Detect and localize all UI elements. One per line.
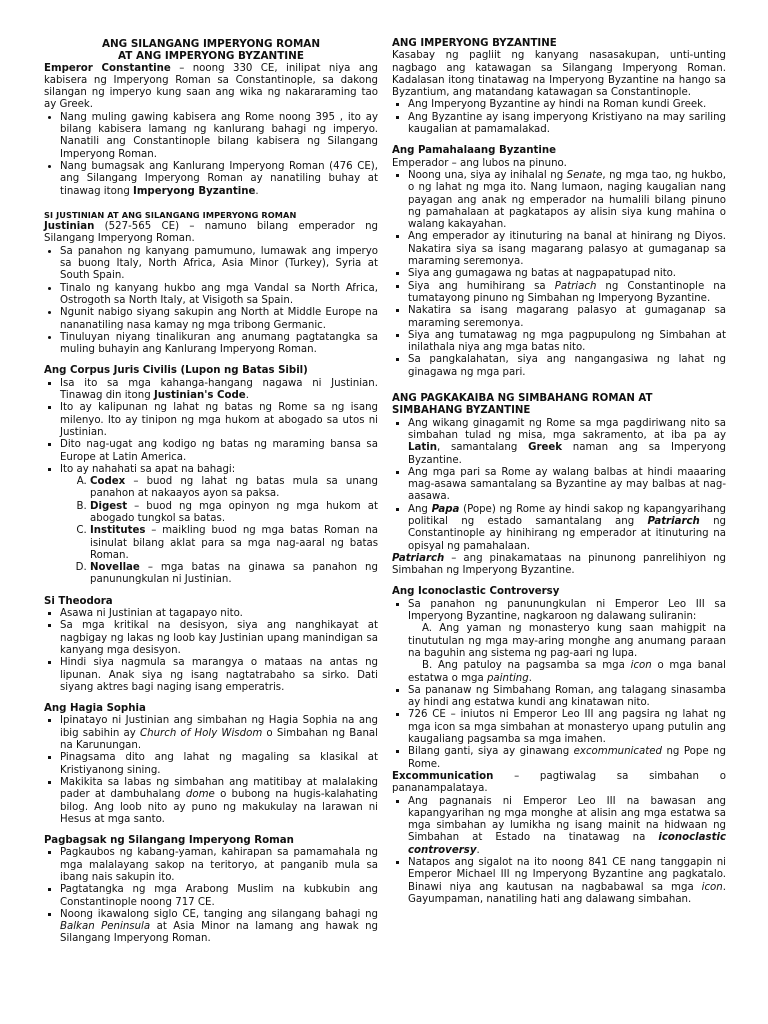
problem-a: A. Ang yaman ng monasteryo kung saan mahigpit na tinututulan ng mga may-aring monghe ang anumang paraan na baguhin ang sistema ng pag-aari ng lupa.	[408, 623, 726, 659]
justinian-heading: SI JUSTINIAN AT ANG SILANGANG IMPERYONG ROMAN	[44, 209, 297, 220]
list-item: ▪ Sa pangkalahatan, siya ang nangangasiwa ng lahat ng ginagawa ng mga pari.	[408, 354, 726, 379]
list-item-text: ng Constantinople ay hinihirang ng emperador at itinuturing na opisyal ng pamahalaan.	[408, 515, 726, 552]
list-item-text: . Gayumpaman, nanatiling hati ang dalawang simbahan.	[408, 881, 726, 905]
list-item	[408, 796, 726, 857]
government-intro: Emperador – ang lubos na pinuno.	[392, 157, 567, 169]
corpus-part	[90, 525, 378, 562]
problem-b-text: B. Ang patuloy na pagsamba sa mga	[422, 660, 631, 672]
list-item: ▪ Ang Imperyong Byzantine ay hindi na Roman kundi Greek.	[408, 99, 726, 111]
constantine-list	[44, 112, 378, 198]
list-item-text: o Simbahan ng Banal na Karunungan.	[60, 727, 378, 752]
list-item-text: Ipinatayo ni Justinian ang simbahan ng Hagia Sophia na ang ibig sabihin ay	[60, 715, 378, 739]
list-item	[60, 464, 378, 587]
list-item-text: Noong ikawalong siglo CE, tanging ang silangang bahagi ng	[60, 908, 378, 920]
list-item-text: Natapos ang sigalot na ito noong 841 CE nang tanggapin ni Emperor Michael III ng Imperyong Byzantine ang pagkatalo. Binawi niya ang kautusan na nagbabawal sa mga	[408, 857, 726, 893]
list-item-text: Ito ay nahahati sa apat na bahagi:	[60, 463, 236, 475]
list-item-text: Isa ito sa mga kahanga-hangang nagawa ni Justinian. Tinawag din itong	[60, 377, 378, 402]
list-item: ▪ Pagkaubos ng kabang-yaman, kahirapan sa pamamahala ng mga malalayang sakop na teritoryo, at panganib mula sa ibang nais sakupin ito.	[60, 847, 378, 884]
list-item: • Nang bumagsak ang Kanlurang Imperyong Roman (476 CE), ang Silangang Imperyong Roman ay nanatiling buhay at tinawag itong Imperyong Byzantine.	[60, 161, 378, 198]
list-item	[60, 777, 378, 826]
list-item-text: o bubong na hugis-kalahating bilog. Ang loob nito ay puno ng makukulay na larawan ni Hesus at mga santo.	[60, 789, 378, 825]
italic-term: Church of Holy Wisdom	[140, 727, 263, 739]
list-item: • Tinuluyan niyang tinalikuran ang anumang pagtatangka sa muling buhayin ang Kanlurang Imperyong Roman.	[60, 332, 378, 357]
part-term: Codex	[90, 476, 126, 488]
document-title	[44, 38, 378, 63]
justinian-paragraph	[44, 221, 378, 246]
justinian-code-term: Justinian's Code	[153, 390, 246, 402]
corpus-part	[90, 562, 378, 587]
part-text: – mga batas na ginawa sa panahon ng panunungkulan ni Justinian.	[90, 562, 378, 586]
italic-term: Balkan Peninsula	[60, 921, 151, 933]
patriarch-term: Patriarch	[647, 515, 700, 527]
list-item	[408, 170, 726, 231]
list-item-text: naman ang sa Imperyong Byzantine.	[408, 442, 727, 466]
difference-heading: ANG PAGKAKAIBA NG SIMBAHANG ROMAN AT SIMBAHANG BYZANTINE	[392, 393, 653, 417]
part-term: Institutes	[90, 525, 146, 537]
list-item-text: Sa panahon ng panunungkulan ni Emperor Leo III sa Imperyong Byzantine, nagkaroon ng dalawang suliranin:	[408, 598, 726, 623]
list-item-text: at Asia Minor na lamang ang hawak ng Silangang Imperyong Roman.	[60, 921, 378, 945]
papa-term: Papa	[431, 503, 460, 515]
list-item-text: Ang	[408, 503, 432, 515]
list-item: ▪ Pagtatangka ng mga Arabong Muslim na kubkubin ang Constantinople noong 717 CE.	[60, 884, 378, 909]
italic-term: excommunicated	[573, 746, 662, 758]
list-item: ▪ Siya ang gumagawa ng batas at nagpapatupad nito.	[408, 268, 726, 280]
difference-list	[392, 418, 726, 553]
controversy-term: iconoclastic controversy	[408, 832, 726, 856]
list-item-text: Siya ang humihirang sa	[408, 280, 555, 292]
list-item-end: .	[245, 390, 249, 402]
constantine-text: – noong 330 CE, inilipat niya ang kabisera ng Imperyong Roman sa Constantinople, sa dakong silangan ng imperyo kung saan ang wika ng nakararaming tao ay Greek.	[44, 62, 378, 111]
list-item: ▪ Ang emperador ay itinuturing na banal at hinirang ng Diyos. Nakatira siya sa isang magarang palasyo at gumaganap sa maraming seremonya.	[408, 231, 726, 268]
list-item: ▪ Ito ay kalipunan ng lahat ng batas ng Rome sa ng isang milenyo. Ito ay tinipon ng mga hukom at abogado sa utos ni Justinian.	[60, 402, 378, 439]
justinian-term: Justinian	[44, 221, 95, 233]
constantine-paragraph	[44, 63, 378, 112]
list-item-text: Ang wikang ginagamit ng Rome sa mga pagdiriwang nito sa simbahan tulad ng misa, mga sakramento, at iba pa ay	[408, 417, 726, 441]
list-item-text: Makikita sa labas ng simbahan ang matitibay at malalaking pader at dambuhalang	[60, 776, 378, 801]
list-item-text: ng Constantinople na tumatayong pinuno ng Simbahan ng Imperyong Byzantine.	[408, 280, 726, 304]
list-item: ▪ Hindi siya nagmula sa marangya o mataas na antas ng lipunan. Anak siya ng isang nagtatrabaho sa sirko. Dati siyang aktres bagi naging isang emperatris.	[60, 657, 378, 694]
excommunication-definition	[392, 771, 726, 796]
list-item: ▪ Siya ang tumatawag ng mga pagpupulong ng Simbahan at inilathala niya ang mga batas nito.	[408, 330, 726, 355]
part-text: – buod ng mga opinyon ng mga hukom at abogado tungkol sa batas.	[90, 500, 378, 524]
constantine-term: Emperor Constantine	[44, 62, 171, 74]
list-item: • Nang muling gawing kabisera ang Rome noong 395 , ito ay bilang kabisera lamang ng kanlurang bahagi ng imperyo. Nanatili ang Constantinople bilang kabisera ng Silangang Imperyong Roman.	[60, 112, 378, 161]
government-heading: Ang Pamahalaang Byzantine	[392, 145, 556, 157]
fall-heading: Pagbagsak ng Silangang Imperyong Roman	[44, 835, 294, 847]
list-item-text: Nang bumagsak ang Kanlurang Imperyong Roman (476 CE), ang Silangang Imperyong Roman ay nanatiling buhay at tinawag itong	[60, 160, 378, 197]
left-column	[44, 38, 378, 1024]
list-item	[408, 504, 726, 553]
part-term: Novellae	[90, 562, 140, 574]
justinian-text: (527-565 CE) – namuno bilang emperador ng Silangang Imperyong Roman.	[44, 221, 378, 245]
italic-term: icon	[701, 881, 723, 893]
list-item	[60, 378, 378, 403]
corpus-list	[44, 378, 378, 587]
patriarch-definition	[392, 553, 726, 578]
part-term: Digest	[90, 500, 128, 512]
hagia-heading: Ang Hagia Sophia	[44, 703, 146, 715]
excommunication-list	[392, 796, 726, 907]
list-item-text: Noong una, siya ay inihalal ng	[408, 169, 567, 181]
list-item-text: , samantalang	[436, 442, 529, 454]
list-item: ▪ Nakatira sa isang magarang palasyo at gumaganap sa maraming seremonya.	[408, 305, 726, 330]
title-line-1: ANG SILANGANG IMPERYONG ROMAN	[101, 38, 321, 50]
hagia-list	[44, 715, 378, 826]
byzantine-intro: Kasabay ng pagliit ng kanyang nasasakupan, unti-unting nagbago ang katawagan sa Silangang Imperyong Roman. Kadalasan itong tinatawag na Imperyong Byzantine na hango sa Byzantium, ang matandang katawagan sa Constantinople.	[392, 50, 726, 99]
latin-term: Latin	[408, 442, 437, 454]
list-item-end: .	[476, 844, 480, 856]
list-item	[60, 715, 378, 752]
list-item: ▪ Sa pananaw ng Simbahang Roman, ang talagang sinasamba ay hindi ang estatwa kundi ang kinatawan nito.	[408, 685, 726, 710]
list-item	[60, 909, 378, 946]
justinian-list	[44, 246, 378, 357]
list-item: • Sa panahon ng kanyang pamumuno, lumawak ang imperyo sa buong Italy, North Africa, Asia Minor (Turkey), Syria at South Spain.	[60, 246, 378, 283]
government-list	[392, 170, 726, 379]
list-item: ▪ Dito nag-ugat ang kodigo ng batas ng maraming bansa sa Europe at Latin America.	[60, 439, 378, 464]
italic-term: icon	[630, 660, 652, 672]
list-item: ▪ Pinagsama dito ang lahat ng magaling sa klasikal at Kristiyanong sining.	[60, 752, 378, 777]
problem-b	[408, 660, 726, 685]
corpus-part	[90, 476, 378, 501]
theodora-heading: Si Theodora	[44, 595, 113, 607]
byzantine-term: Imperyong Byzantine	[133, 185, 256, 197]
list-item: ▪ Ang Byzantine ay isang imperyong Kristiyano na may sariling kaugalian at pamamalakad.	[408, 112, 726, 137]
italic-term: painting	[486, 672, 529, 684]
corpus-heading: Ang Corpus Juris Civilis (Lupon ng Batas Sibil)	[44, 365, 308, 377]
list-item	[408, 857, 726, 906]
iconoclastic-list	[392, 599, 726, 771]
corpus-part	[90, 501, 378, 526]
excommunication-text: – pagtiwalag sa simbahan o pananampalataya.	[392, 770, 726, 795]
list-item: • Tinalo ng kanyang hukbo ang mga Vandal sa North Africa, Ostrogoth sa North Italy, at Visigoth sa Spain.	[60, 283, 378, 308]
italic-term: Senate	[566, 169, 603, 181]
patriarch-def-term: Patriarch	[392, 552, 445, 564]
part-text: – buod ng lahat ng batas mula sa unang panahon at nakaayos ayon sa paksa.	[90, 476, 378, 500]
italic-term: dome	[185, 789, 215, 801]
list-item-text: Bilang ganti, siya ay ginawang	[408, 746, 574, 758]
list-item: ▪ Asawa ni Justinian at tagapayo nito.	[60, 608, 378, 620]
right-column	[392, 38, 726, 1024]
italic-term: Patriach	[554, 280, 597, 292]
list-item: ▪ 726 CE – iniutos ni Emperor Leo III ang pagsira ng lahat ng mga icon sa mga simbahan at monasteryo upang putulin ang kaugaliang pagsamba sa mga imahen.	[408, 709, 726, 746]
list-item-text: , ng mga tao, ng hukbo, o ng lahat ng mga ito. Nang lumaon, naging kaugalian nang payagan ang anak ng emperador na humalili bilang pinuno ng pamahalaan at pagkatapos ay alisin siya kung mahina o walang kakayahan.	[408, 169, 726, 231]
list-item: ▪ Sa mga kritikal na desisyon, siya ang nanghikayat at nagbigay ng lakas ng loob kay Justinian upang manindigan sa kanyang mga desisyon.	[60, 620, 378, 657]
list-item-text: ng Pope ng Rome.	[408, 746, 727, 770]
list-item	[408, 599, 726, 685]
excommunication-term: Excommunication	[392, 770, 494, 782]
list-item-text: (Pope) ng Rome ay hindi sakop ng kapangyarihang politikal ng estado samantalang ang	[408, 503, 726, 527]
patriarch-def-text: – ang pinakamataas na pinunong panrelihiyon ng Simbahan ng Imperyong Byzantine.	[392, 552, 726, 577]
list-item-text: Ang pagnanais ni Emperor Leo III na bawasan ang kapangyarihan ng mga monghe at alisin ang mga estatwa sa mga simbahan ay lumikha ng isang mainit na hidwaan ng Simbahan at Estado na tinatawag na	[408, 795, 726, 844]
title-line-2: AT ANG IMPERYONG BYZANTINE	[118, 50, 304, 63]
problem-b-text: o mga banal estatwa o mga	[408, 660, 726, 684]
list-item: ▪ Ang mga pari sa Rome ay walang balbas at hindi maaaring mag-asawa samantalang sa Byzantine ay may balbas at nag-aasawa.	[408, 467, 726, 504]
greek-term: Greek	[528, 442, 563, 454]
list-item	[408, 281, 726, 306]
list-item: • Ngunit nabigo siyang sakupin ang North at Middle Europe na nananatiling nasa kamay ng mga tribong Germanic.	[60, 307, 378, 332]
theodora-list	[44, 608, 378, 694]
byzantine-heading: ANG IMPERYONG BYZANTINE	[392, 38, 557, 49]
corpus-parts-list	[60, 476, 378, 587]
fall-list	[44, 847, 378, 945]
list-item	[408, 418, 726, 467]
list-item	[408, 746, 726, 771]
part-text: – maikling buod ng mga batas Roman na isinulat bilang aklat para sa mga nag-aaral ng batas Roman.	[90, 525, 378, 561]
problem-b-end: .	[528, 672, 532, 684]
byzantine-list	[392, 99, 726, 136]
iconoclastic-heading: Ang Iconoclastic Controversy	[392, 586, 560, 598]
